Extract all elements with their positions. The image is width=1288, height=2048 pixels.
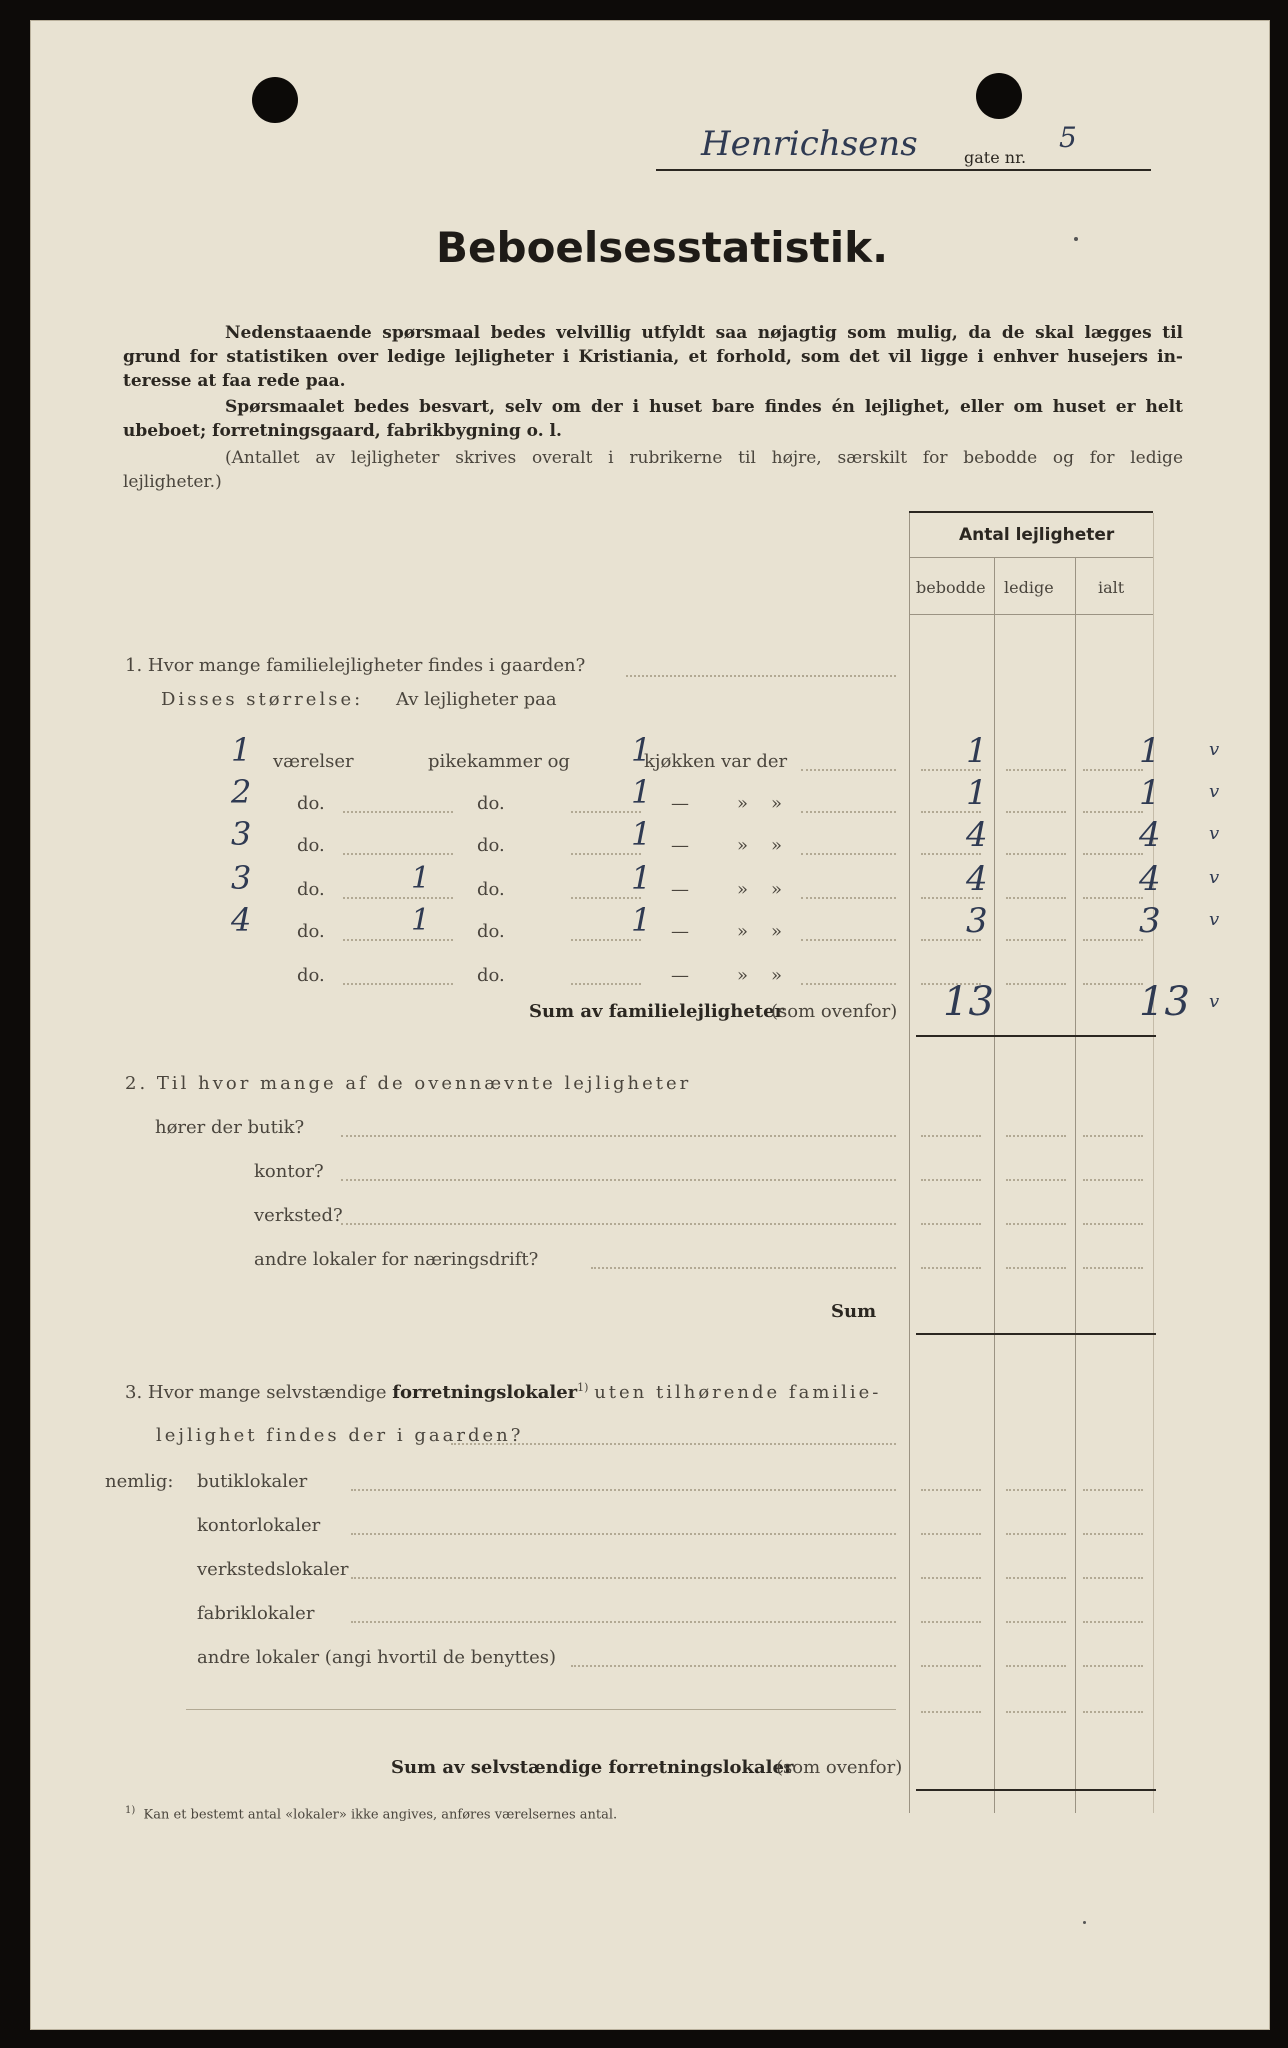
leader-dots xyxy=(921,1665,981,1667)
ditto-mark: » xyxy=(771,835,783,856)
leader-dots xyxy=(1006,1711,1066,1713)
table-group-header: Antal lejligheter xyxy=(959,525,1115,545)
leader-dots xyxy=(1006,811,1066,813)
ialt-value: 1 xyxy=(1139,773,1161,813)
intro-line-1: Nedenstaaende spørsmaal bedes velvillig utfyldt saa nøjagtig som mulig, da de skal lægges til xyxy=(225,323,1183,343)
leader-dots xyxy=(1083,1267,1143,1269)
ialt-value: 4 xyxy=(1139,815,1161,855)
leader-dots xyxy=(801,897,896,899)
q1-question: 1. Hvor mange familielejligheter findes i gaarden? xyxy=(125,655,586,676)
leader-dots xyxy=(343,897,453,899)
dash-mark: — xyxy=(671,879,689,900)
leader-dots xyxy=(1006,1135,1066,1137)
intro-line-6: (Antallet av lejligheter skrives overalt i rubrikerne til højre, særskilt for bebodde og for ledige xyxy=(225,448,1183,468)
leader-dots xyxy=(1006,1665,1066,1667)
rooms-value: 1 xyxy=(231,731,252,769)
leader-dots xyxy=(1083,769,1143,771)
leader-dots xyxy=(351,1533,896,1535)
table-header-rule xyxy=(909,557,1153,558)
leader-dots xyxy=(1006,983,1066,985)
ditto-mark: » xyxy=(737,879,749,900)
do-label: do. xyxy=(297,835,325,856)
pikekammer-label: pikekammer og xyxy=(428,751,570,772)
leader-dots xyxy=(351,1489,896,1491)
sizes-sub-label: Av lejligheter paa xyxy=(396,689,557,710)
intro-line-4: Spørsmaalet bedes besvart, selv om der i huset bare findes én lejlighet, eller om huset er helt xyxy=(225,397,1183,417)
q1-text xyxy=(125,655,585,676)
footnote: $^{1)}$ Kan et bestemt antal «lokaler» ikke angives, anføres værelsernes antal. xyxy=(125,1805,618,1823)
leader-dots xyxy=(591,1267,896,1269)
leader-dots xyxy=(1006,1533,1066,1535)
leader-dots xyxy=(1083,983,1143,985)
page-title: Beboelsesstatistik. xyxy=(436,223,889,272)
intro-line-5: ubeboet; forretningsgaard, fabrikbygning o. l. xyxy=(123,421,562,441)
table-top-rule xyxy=(909,511,1153,513)
ink-speck xyxy=(1074,237,1078,241)
sum-bebodde-value: 13 xyxy=(943,979,994,1025)
check-mark: v xyxy=(1209,823,1220,844)
dash-mark: — xyxy=(671,793,689,814)
maid-room-value: 1 xyxy=(411,903,431,938)
ditto-mark: » xyxy=(737,921,749,942)
leader-dots xyxy=(1083,1577,1143,1579)
street-name-handwritten: Henrichsens xyxy=(701,124,918,164)
col-header-ialt: ialt xyxy=(1098,578,1125,597)
sum-business-suffix: (som ovenfor) xyxy=(776,1757,903,1778)
address-underline xyxy=(656,169,1151,171)
leader-dots xyxy=(1006,1267,1066,1269)
leader-dots xyxy=(1083,1489,1143,1491)
rooms-value: 2 xyxy=(231,773,252,811)
ink-speck-bottom xyxy=(1083,1921,1086,1924)
leader-dots xyxy=(1006,897,1066,899)
ditto-mark: » xyxy=(771,965,783,986)
leader-dots xyxy=(571,983,641,985)
ditto-mark: » xyxy=(737,793,749,814)
kjokken-label: kjøkken var der xyxy=(644,751,788,772)
leader-dots xyxy=(343,811,453,813)
leader-dots xyxy=(1083,1135,1143,1137)
leader-dots xyxy=(1083,853,1143,855)
do-label: do. xyxy=(297,921,325,942)
section3-separator xyxy=(186,1709,896,1710)
leader-dots xyxy=(921,1223,981,1225)
ditto-mark: » xyxy=(771,921,783,942)
dash-mark: — xyxy=(671,965,689,986)
dash-mark: — xyxy=(671,835,689,856)
kitchen-value: 1 xyxy=(631,815,652,853)
leader-dots xyxy=(1083,1223,1143,1225)
check-mark: v xyxy=(1209,739,1220,760)
leader-dots xyxy=(1006,1621,1066,1623)
do-label: do. xyxy=(297,793,325,814)
maid-room-value: 1 xyxy=(411,861,431,896)
leader-dots xyxy=(1006,1489,1066,1491)
leader-dots xyxy=(571,853,641,855)
q3-leader-dots xyxy=(451,1443,896,1445)
leader-dots xyxy=(1083,1533,1143,1535)
bebodde-value: 1 xyxy=(966,731,988,771)
leader-dots xyxy=(1006,769,1066,771)
rooms-value: 3 xyxy=(231,859,252,897)
leader-dots xyxy=(921,1711,981,1713)
q1-leader-dots xyxy=(626,675,896,677)
ialt-value: 4 xyxy=(1139,859,1161,899)
kitchen-value: 1 xyxy=(631,901,652,939)
sum-business-label: Sum av selvstændige forretningslokaler xyxy=(391,1757,794,1778)
leader-dots xyxy=(801,853,896,855)
sizes-label: Disses størrelse: xyxy=(161,689,364,710)
q3-question-line2: lejlighet findes der i gaarden? xyxy=(156,1425,524,1446)
bebodde-value: 3 xyxy=(966,901,988,941)
form-sheet xyxy=(30,20,1270,2030)
kitchen-value: 1 xyxy=(631,859,652,897)
sum-family-suffix: (som ovenfor) xyxy=(771,1001,898,1022)
leader-dots xyxy=(341,1223,896,1225)
leader-dots xyxy=(1083,939,1143,941)
punch-hole-right xyxy=(976,73,1022,119)
col-header-ledige: ledige xyxy=(1004,578,1054,597)
section3-item: kontorlokaler xyxy=(197,1515,321,1536)
sum-ialt-value: 13 xyxy=(1139,979,1190,1025)
leader-dots xyxy=(571,811,641,813)
do-label: do. xyxy=(477,879,505,900)
section3-item: andre lokaler (angi hvortil de benyttes) xyxy=(197,1647,557,1668)
do-label: do. xyxy=(297,965,325,986)
leader-dots xyxy=(571,897,641,899)
ialt-value: 3 xyxy=(1139,901,1161,941)
leader-dots xyxy=(1083,811,1143,813)
rooms-value: 3 xyxy=(231,815,252,853)
leader-dots xyxy=(1006,1179,1066,1181)
do-label: do. xyxy=(297,879,325,900)
leader-dots xyxy=(921,1267,981,1269)
house-number-handwritten: 5 xyxy=(1059,121,1077,154)
leader-dots xyxy=(351,1621,896,1623)
vaerelser-label: værelser xyxy=(273,751,354,772)
leader-dots xyxy=(1083,1621,1143,1623)
leader-dots xyxy=(1083,1665,1143,1667)
leader-dots xyxy=(921,1135,981,1137)
leader-dots xyxy=(571,1665,896,1667)
section2-item: hører der butik? xyxy=(155,1117,305,1138)
leader-dots xyxy=(921,1577,981,1579)
leader-dots xyxy=(1083,1711,1143,1713)
leader-dots xyxy=(351,1577,896,1579)
section3-item: fabriklokaler xyxy=(197,1603,315,1624)
leader-dots xyxy=(1006,1577,1066,1579)
intro-line-7: lejligheter.) xyxy=(123,472,222,492)
leader-dots xyxy=(1006,939,1066,941)
col-line-2 xyxy=(994,557,995,1813)
punch-hole-left xyxy=(252,77,298,123)
col-header-bebodde: bebodde xyxy=(916,578,986,597)
dash-mark: — xyxy=(671,921,689,942)
ditto-mark: » xyxy=(771,793,783,814)
col-line-4 xyxy=(1153,513,1154,1813)
sum-business-rule xyxy=(916,1789,1156,1791)
kitchen-value: 1 xyxy=(631,773,652,811)
col-line-1 xyxy=(909,513,910,1813)
leader-dots xyxy=(343,939,453,941)
sum-family-label: Sum av familielejligheter xyxy=(529,1001,785,1022)
leader-dots xyxy=(921,1533,981,1535)
bebodde-value: 1 xyxy=(966,773,988,813)
do-label: do. xyxy=(477,965,505,986)
sum-check-mark: v xyxy=(1209,991,1220,1012)
ditto-mark: » xyxy=(771,879,783,900)
table-column-rule xyxy=(909,614,1153,615)
leader-dots xyxy=(1083,897,1143,899)
section3-item: verkstedslokaler xyxy=(197,1559,349,1580)
leader-dots xyxy=(343,853,453,855)
intro-line-3: teresse at faa rede paa. xyxy=(123,371,346,391)
leader-dots xyxy=(341,1135,896,1137)
do-label: do. xyxy=(477,793,505,814)
q2-question: 2. Til hvor mange af de ovennævnte lejligheter xyxy=(125,1073,692,1094)
intro-line-2: grund for statistiken over ledige lejligheter i Kristiania, et forhold, som det vil ligge i enhver husejers in- xyxy=(123,347,1183,367)
leader-dots xyxy=(571,939,641,941)
section2-item: verksted? xyxy=(254,1205,343,1226)
do-label: do. xyxy=(477,921,505,942)
leader-dots xyxy=(343,983,453,985)
leader-dots xyxy=(1006,853,1066,855)
leader-dots xyxy=(921,1489,981,1491)
section2-item: andre lokaler for næringsdrift? xyxy=(254,1249,539,1270)
rooms-value: 4 xyxy=(231,901,252,939)
ditto-mark: » xyxy=(737,965,749,986)
leader-dots xyxy=(1083,1179,1143,1181)
section2-sum-rule xyxy=(916,1333,1156,1335)
leader-dots xyxy=(801,983,896,985)
ialt-value: 1 xyxy=(1139,731,1161,771)
section2-sum-label: Sum xyxy=(831,1301,877,1322)
do-label: do. xyxy=(477,835,505,856)
leader-dots xyxy=(801,939,896,941)
q3-question-line1: 3. Hvor mange selvstændige forretningslokaler$^{1)}$ uten tilhørende familie- xyxy=(125,1381,882,1403)
leader-dots xyxy=(921,1621,981,1623)
leader-dots xyxy=(801,769,896,771)
gate-label: gate nr. xyxy=(964,148,1027,167)
leader-dots xyxy=(921,1179,981,1181)
ditto-mark: » xyxy=(737,835,749,856)
bebodde-value: 4 xyxy=(966,859,988,899)
check-mark: v xyxy=(1209,781,1220,802)
leader-dots xyxy=(1006,1223,1066,1225)
leader-dots xyxy=(341,1179,896,1181)
sum-family-rule xyxy=(916,1035,1156,1037)
section3-item: butiklokaler xyxy=(197,1471,308,1492)
check-mark: v xyxy=(1209,909,1220,930)
section2-item: kontor? xyxy=(254,1161,324,1182)
col-line-3 xyxy=(1075,557,1076,1813)
kitchen-value: 1 xyxy=(631,731,652,769)
bebodde-value: 4 xyxy=(966,815,988,855)
leader-dots xyxy=(801,811,896,813)
check-mark: v xyxy=(1209,867,1220,888)
nemlig-label: nemlig: xyxy=(105,1471,174,1492)
